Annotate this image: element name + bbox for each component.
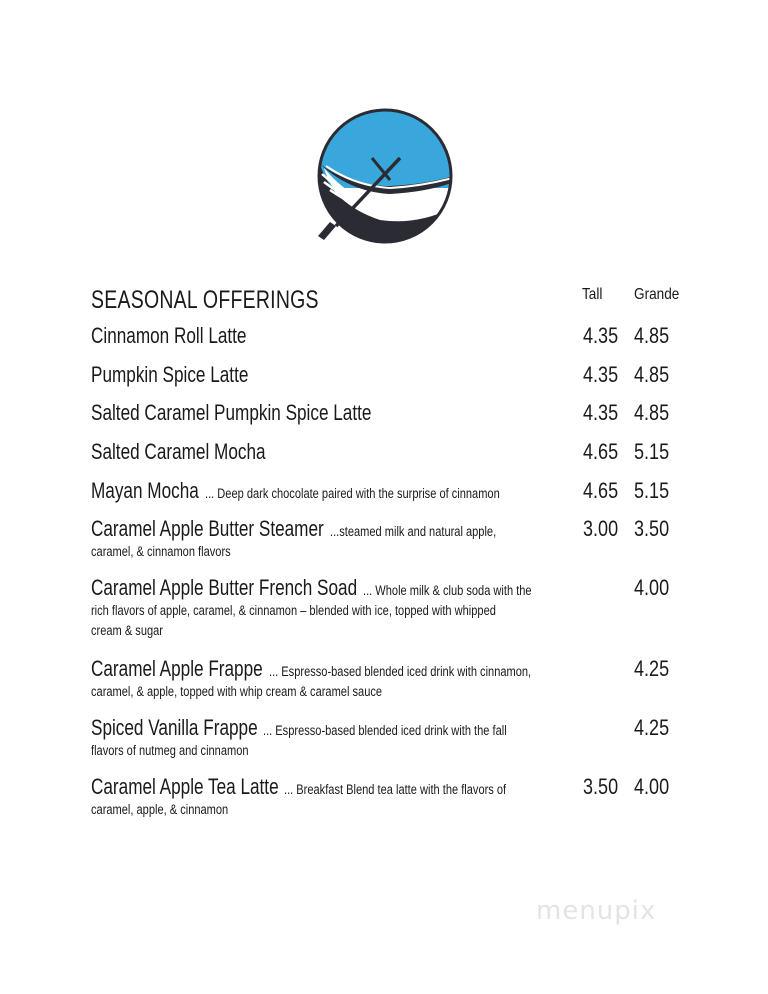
item-name: Spiced Vanilla Frappe [91, 715, 258, 740]
item-description: ... Deep dark chocolate paired with the surprise of cinnamon [204, 486, 500, 501]
menu-item [91, 516, 571, 562]
price-grande: 3.50 [634, 516, 670, 541]
item-description-continued: cream & sugar [91, 623, 163, 638]
item-description: ... Whole milk & club soda with the [363, 583, 532, 598]
item-name: Caramel Apple Tea Latte [91, 774, 279, 799]
item-description-continued: rich flavors of apple, caramel, & cinnamon – blended with ice, topped with whipped [91, 603, 496, 618]
price-tall: 4.35 [583, 323, 619, 348]
menu-item [91, 575, 571, 641]
item-name: Caramel Apple Butter French Soad [91, 575, 358, 600]
item-description-continued: caramel, & cinnamon flavors [91, 544, 231, 559]
price-grande: 4.25 [634, 715, 670, 740]
price-tall: 4.35 [583, 362, 619, 387]
price-tall: 3.00 [583, 516, 619, 541]
price-grande: 4.85 [634, 323, 670, 348]
price-grande: 4.25 [634, 656, 670, 681]
item-description: ... Espresso-based blended iced drink with the fall [263, 723, 507, 738]
rowboat-logo-icon [310, 108, 460, 248]
menu-item [91, 362, 571, 388]
item-name: Cinnamon Roll Latte [91, 323, 247, 348]
price-grande: 4.00 [634, 774, 670, 799]
menu-item [91, 715, 571, 761]
item-name: Caramel Apple Butter Steamer [91, 516, 324, 541]
menu-item [91, 323, 571, 349]
item-name: Mayan Mocha [91, 478, 199, 503]
item-description-continued: caramel, & apple, topped with whip cream & caramel sauce [91, 684, 383, 699]
menu-heading: SEASONAL OFFERINGS [91, 286, 319, 314]
menu-item [91, 439, 571, 465]
price-tall: 3.50 [583, 774, 619, 799]
watermark: menupix [536, 896, 657, 926]
menu-item [91, 774, 571, 820]
menu-item [91, 656, 571, 702]
column-tall: Tall [582, 286, 603, 303]
price-tall: 4.35 [583, 400, 619, 425]
item-name: Salted Caramel Mocha [91, 439, 266, 464]
price-grande: 4.85 [634, 362, 670, 387]
item-description: ... Breakfast Blend tea latte with the flavors of [284, 782, 507, 797]
item-description-continued: flavors of nutmeg and cinnamon [91, 743, 249, 758]
price-tall: 4.65 [583, 478, 619, 503]
price-grande: 4.00 [634, 575, 670, 600]
price-grande: 5.15 [634, 439, 670, 464]
column-grande: Grande [634, 286, 680, 303]
price-grande: 5.15 [634, 478, 670, 503]
item-name: Caramel Apple Frappe [91, 656, 263, 681]
price-grande: 4.85 [634, 400, 670, 425]
menu-item [91, 400, 571, 426]
price-tall: 4.65 [583, 439, 619, 464]
item-description: ... Espresso-based blended iced drink with cinnamon, [268, 664, 531, 679]
menu-item [91, 478, 571, 504]
item-name: Salted Caramel Pumpkin Spice Latte [91, 400, 372, 425]
item-description: ...steamed milk and natural apple, [330, 524, 497, 539]
item-name: Pumpkin Spice Latte [91, 362, 249, 387]
item-description-continued: caramel, apple, & cinnamon [91, 802, 229, 817]
